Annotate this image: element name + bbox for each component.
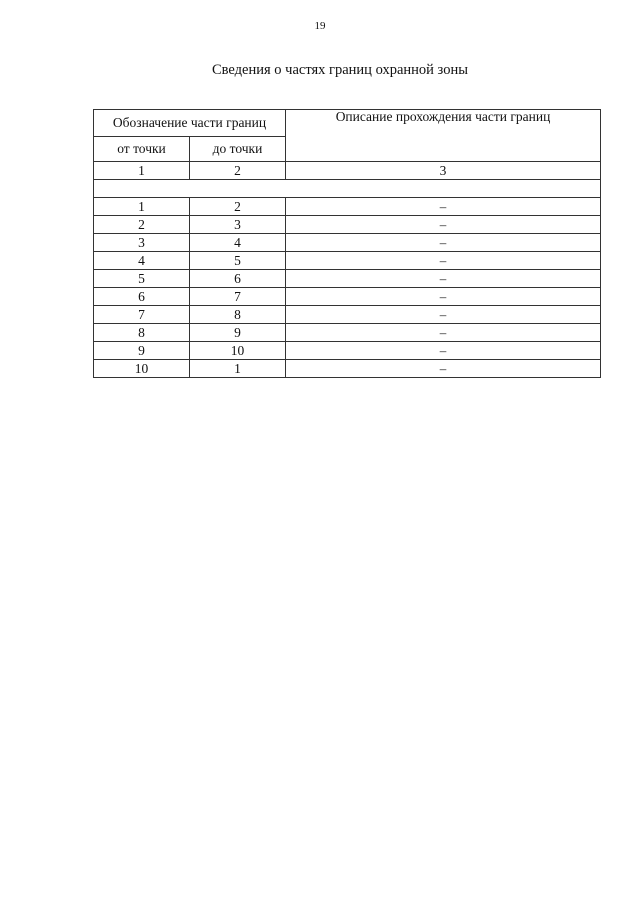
description-cell: – (286, 360, 601, 378)
designation-header: Обозначение части границ (94, 110, 286, 137)
to-point-cell: 4 (190, 234, 286, 252)
to-point-cell: 1 (190, 360, 286, 378)
description-cell: – (286, 324, 601, 342)
from-point-cell: 7 (94, 306, 190, 324)
table-row (94, 306, 601, 324)
description-cell: – (286, 306, 601, 324)
page-number: 19 (314, 20, 326, 32)
to-point-cell: 9 (190, 324, 286, 342)
description-header: Описание прохождения части границ (286, 110, 601, 162)
section-row (94, 180, 601, 198)
from-point-cell: 2 (94, 216, 190, 234)
document-title: Сведения о частях границ охранной зоны (212, 62, 468, 78)
from-point-header: от точки (94, 137, 190, 162)
description-cell: – (286, 342, 601, 360)
to-point-cell: 5 (190, 252, 286, 270)
table-row (94, 216, 601, 234)
from-point-cell: 10 (94, 360, 190, 378)
table-row (94, 198, 601, 216)
column-number: 3 (286, 162, 601, 180)
to-point-cell: 8 (190, 306, 286, 324)
table-row (94, 270, 601, 288)
table-row (94, 360, 601, 378)
description-cell: – (286, 216, 601, 234)
table-row (94, 324, 601, 342)
to-point-cell: 3 (190, 216, 286, 234)
to-point-header: до точки (190, 137, 286, 162)
from-point-cell: 8 (94, 324, 190, 342)
description-cell: – (286, 288, 601, 306)
to-point-cell: 2 (190, 198, 286, 216)
from-point-cell: 9 (94, 342, 190, 360)
from-point-cell: 3 (94, 234, 190, 252)
to-point-cell: 6 (190, 270, 286, 288)
to-point-cell: 7 (190, 288, 286, 306)
table-row (94, 234, 601, 252)
description-cell: – (286, 234, 601, 252)
table-row (94, 252, 601, 270)
table-row (94, 288, 601, 306)
from-point-cell: 1 (94, 198, 190, 216)
from-point-cell: 4 (94, 252, 190, 270)
description-cell: – (286, 198, 601, 216)
description-cell: – (286, 270, 601, 288)
description-cell: – (286, 252, 601, 270)
section-label (94, 180, 601, 198)
table-row (94, 342, 601, 360)
column-number: 2 (190, 162, 286, 180)
to-point-cell: 10 (190, 342, 286, 360)
from-point-cell: 5 (94, 270, 190, 288)
column-numbers-row (94, 162, 601, 180)
column-number: 1 (94, 162, 190, 180)
boundary-parts-table (93, 109, 601, 378)
table-body (94, 198, 601, 378)
from-point-cell: 6 (94, 288, 190, 306)
